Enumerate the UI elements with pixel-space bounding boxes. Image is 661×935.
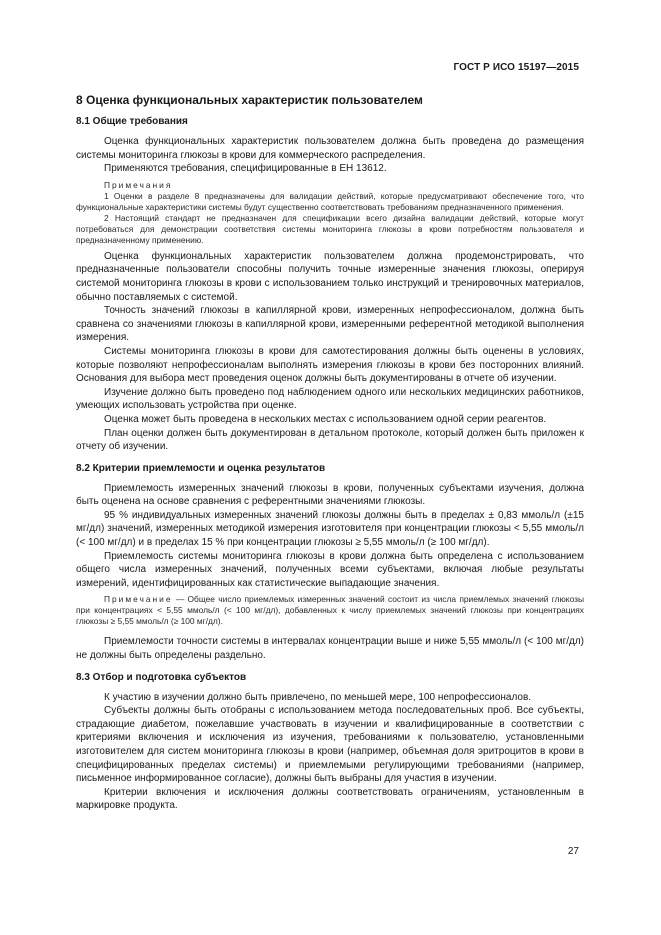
note-8-2 [76,594,584,627]
paragraph-8-1-8: План оценки должен быть документирован в детальном протоколе, который должен быть приложен к отчету об изучении. [76,427,584,453]
paragraph-8-1-7: Оценка может быть проведена в нескольких местах с использованием одной серии реагентов. [104,413,547,425]
subsection-8-1-title: 8.1 Общие требования [76,116,188,127]
subsection-8-2-title: 8.2 Критерии приемлемости и оценка результатов [76,462,326,474]
note-label: Примечание [104,594,173,605]
page-number: 27 [567,846,579,857]
subsection-8-3-title: 8.3 Отбор и подготовка субъектов [76,671,247,683]
note-text: — Общее число приемлемых измеренных значений состоит из числа приемлемых значений глюкозы при концентрациях < 5,55 ммоль/л (< 100 мг/дл), добавленных к числу приемлемых значений глюкозы при концентрациях глюкозы ≥ 5,55 ммоль/л (≥ 100 мг/дл). [76,594,584,627]
paragraph-8-2-3: Приемлемость системы мониторинга глюкозы в крови должна быть определена с использованием общего числа измеренных значений, полученных всеми субъектами, включая любые результаты измерений, идентифицированных как статистические выпадающие значения. [76,550,584,589]
paragraph-8-1-4: Точность значений глюкозы в капиллярной крови, измеренных непрофессионалом, должна быть сравнена со значениями глюкозы в капиллярной крови, измеренными референтной методикой выполнения измерения. [76,305,584,344]
paragraph-8-1-1: Оценка функциональных характеристик пользователем должна быть проведена до размещения системы мониторинга глюкозы в крови для коммерческого распределения. [76,136,584,161]
notes-heading: Примечания [104,179,173,190]
paragraph-8-1-3: Оценка функциональных характеристик пользователем должна продемонстрировать, что предназначенные пользователи способны получить точные измеренные значения глюкозы, оперируя системой мониторинга глюкозы в крови с использованием только инструкций и тренировочных материалов, обычно поставляемых с системой. [76,250,584,303]
paragraph-8-1-2: Применяются требования, специфицированные в ЕН 13612. [104,163,387,175]
note-2: 2 Настоящий стандарт не предназначен для спецификации всего дизайна валидации действий, которые могут потребоваться для демонстрации соответствия системы мониторинга глюкозы в крови потребностям пользователя и предназначенному применению. [76,212,584,245]
section-8-title: 8 Оценка функциональных характеристик пользователем [76,93,423,107]
paragraph-8-2-2: 95 % индивидуальных измеренных значений глюкозы должны быть в пределах ± 0,83 ммоль/л (±15 мг/дл) значений, измеренных методикой измерения изготовителя при концентрации глюкозы < 5,55 ммоль/л (< 100 мг/дл) и в пределах 15 % при концентрации глюкозы ≥ 5,55 ммоль/л (≥ 100 мг/дл). [76,509,584,549]
note-1: 1 Оценки в разделе 8 предназначены для валидации действий, которые предусматривают обеспечение того, что функциональные характеристики системы будут существенно соответствовать требованиям предназначенного применения. [76,190,584,212]
document-header: ГОСТ Р ИСО 15197—2015 [453,62,579,73]
paragraph-8-3-1: К участию в изучении должно быть привлечено, по меньшей мере, 100 непрофессионалов. [104,691,532,703]
paragraph-8-2-4: Приемлемости точности системы в интервалах концентрации выше и ниже 5,55 ммоль/л (< 100 мг/дл) не должны быть определены раздельно. [76,636,584,662]
paragraph-8-3-3: Критерии включения и исключения должны соответствовать ограничениям, установленным в маркировке продукта. [76,786,584,812]
paragraph-8-1-5: Системы мониторинга глюкозы в крови для самотестирования должны быть оценены в условиях, которые позволяют непрофессионалам выполнять измерения глюкозы в крови без посторонних влияний. Основания для выбора мест проведения оценок должны быть документированы в отчете об изучении. [76,345,584,385]
paragraph-8-2-1: Приемлемость измеренных значений глюкозы в крови, полученных субъектами изучения, должна быть оценена на основе сравнения с референтными значениями глюкозы. [76,482,584,508]
page-content [76,92,584,813]
paragraph-8-1-6: Изучение должно быть проведено под наблюдением одного или нескольких медицинских работников, умеющих использовать устройства при оценке. [76,386,584,412]
paragraph-8-3-2: Субъекты должны быть отобраны с использованием метода последовательных проб. Все субъекты, страдающие диабетом, пожелавшие участвовать в изучении и квалифицированные в соответствии с критериями включения и исключения из изучения, требованиями к пользователю, установленными изготовителем для систем мониторинга глюкозы в крови (например, объемная доля эритроцитов в крови в специфицированных пределах системы) и приемлемыми регулирующими требованиями (например, письменное информированное согласие), должны быть выбраны для участия в изучении. [76,705,584,785]
